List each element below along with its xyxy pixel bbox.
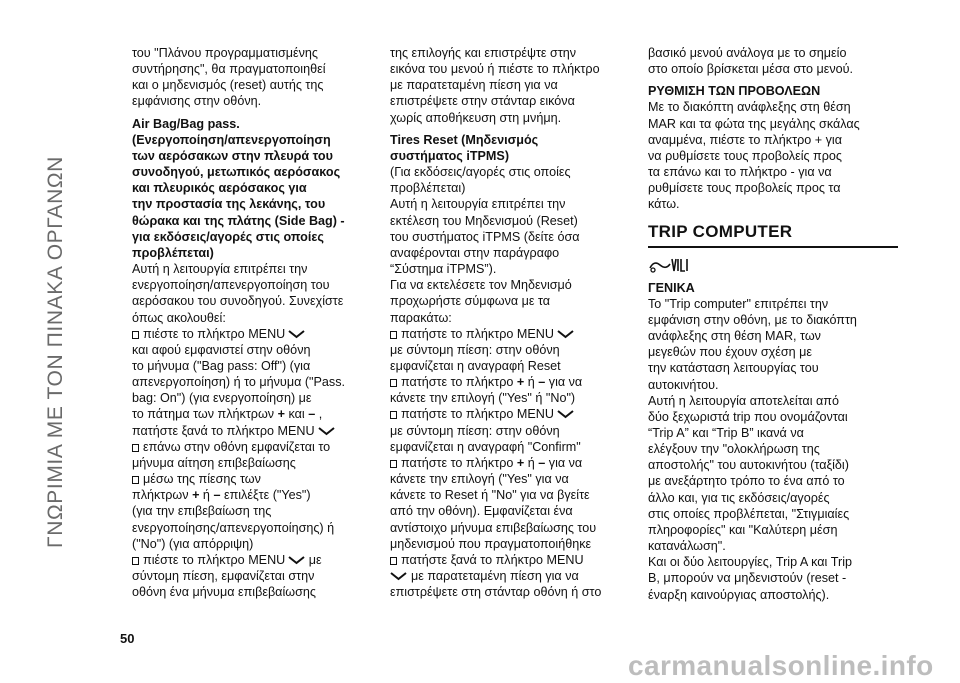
menu-button-icon: [557, 330, 574, 339]
bullet-square-icon: [390, 379, 397, 387]
bullet-square-icon: [132, 444, 139, 452]
bullet-square-icon: [390, 411, 397, 419]
trip-computer-icon: [648, 256, 898, 274]
paragraph: (Για εκδόσεις/αγορές στις οποίες προβλέπεται) Αυτή η λειτουργία επιτρέπει την εκτέλεση του Μηδενισμού (Reset) του συστήματος iTPMS (δείτε όσα αναφέρονται στην παράγραφο “Σύστημα iTPMS”). Για να εκτελέσετε τον Μηδενισμό προχωρήστε σύμφωνα με τα παρακάτω:: [390, 165, 580, 325]
bullet-square-icon: [132, 331, 139, 339]
bullet-square-icon: [132, 557, 139, 565]
bullet-square-icon: [390, 557, 397, 565]
menu-button-icon: [318, 427, 335, 436]
bullet-square-icon: [390, 331, 397, 339]
bullet-item: πατήστε ξανά το πλήκτρο MENU: [390, 552, 640, 568]
menu-button-icon: [288, 556, 305, 565]
paragraph: κάνετε την επιλογή ("Yes" ή "No"): [390, 391, 576, 406]
paragraph: με σύντομη πίεση: στην οθόνη εμφανίζεται η αναγραφή Reset: [390, 342, 561, 373]
section-heading-tires-reset: Tires Reset (Μηδενισμός συστήματος iTPMS): [390, 132, 539, 163]
page-number: 50: [120, 631, 135, 646]
paragraph: κάνετε την επιλογή ("Yes" για να κάνετε το Reset ή "No" για να βγείτε από την οθόνη). Εμφανίζεται ένα αντίστοιχο μήνυμα επιβεβαίωσης του μηδενισμού που πραγματοποιήθηκε: [390, 472, 597, 551]
column-1: [132, 45, 382, 600]
menu-button-icon: [390, 572, 407, 581]
column-2: [390, 45, 640, 600]
watermark: carmanualsonline.info: [628, 650, 934, 681]
paragraph: Με το διακόπτη ανάφλεξης στη θέση MAR και τα φώτα της μεγάλης σκάλας αναμμένα, πιέστε το πλήκτρο + για να ρυθμίσετε τους προβολείς προς τα επάνω και το πλήκτρο - για να ρυθμίσετε τους προβολείς προς τα κάτω.: [648, 100, 860, 212]
section-heading-airbag: Air Bag/Bag pass. (Ενεργοποίηση/απενεργοποίηση των αερόσακων στην πλευρά του συνοδηγού, μετωπικός αερόσακος και πλευρικός αερόσακος για την προστασία της λεκάνης, του θώρακα και της πλάτης (Side Bag) - για εκδόσεις/αγορές στις οποίες προβλέπεται): [132, 116, 345, 260]
bullet-item: πιέστε το πλήκτρο MENU με: [132, 552, 382, 568]
bullet-square-icon: [390, 460, 397, 468]
bullet-item: μέσω της πίεσης των πλήκτρων + ή – επιλέξτε ("Yes"): [132, 472, 311, 503]
subsection-heading-general: ΓΕΝΙΚΑ: [648, 280, 695, 295]
menu-button-icon: [288, 330, 305, 339]
paragraph: του "Πλάνου προγραμματισμένης συντήρησης", θα πραγματοποιηθεί και ο μηδενισμός (reset) αυτής της εμφάνισης στην οθόνη.: [132, 46, 326, 109]
paragraph: σύντομη πίεση, εμφανίζεται στην οθόνη ένα μήνυμα επιβεβαίωσης: [132, 569, 316, 600]
paragraph: με σύντομη πίεση: στην οθόνη εμφανίζεται η αναγραφή "Confirm": [390, 423, 581, 454]
paragraph: και αφού εμφανιστεί στην οθόνη το μήνυμα ("Bag pass: Off") (για απενεργοποίηση) ή το μήνυμα ("Pass. bag: On") (για ενεργοποίηση) με το πάτημα των πλήκτρων + και – , πατήστε ξανά το πλήκτρο MENU: [132, 342, 346, 438]
plus-key: +: [277, 407, 285, 422]
bullet-item: πιέστε το πλήκτρο MENU: [132, 326, 382, 342]
paragraph: της επιλογής και επιστρέψτε στην εικόνα του μενού ή πιέστε το πλήκτρο με παρατεταμένη πίεση για να επιστρέψετε στην στάνταρ εικόνα χωρίς αποθήκευση στη μνήμη.: [390, 46, 600, 125]
chapter-side-title: ΓΝΩΡΙΜΙΑ ΜΕ ΤΟΝ ΠΙΝΑΚΑ ΟΡΓΑΝΩΝ: [44, 156, 67, 548]
paragraph: (για την επιβεβαίωση της ενεργοποίησης/απενεργοποίησης) ή ("No") (για απόρριψη): [132, 504, 335, 551]
paragraph: βασικό μενού ανάλογα με το σημείο στο οποίο βρίσκεται μέσα στο μενού.: [648, 46, 854, 77]
menu-button-icon: [557, 410, 574, 419]
bullet-item: πατήστε το πλήκτρο MENU: [390, 406, 640, 422]
bullet-item: πατήστε το πλήκτρο + ή – για να: [390, 455, 640, 471]
bullet-square-icon: [132, 476, 139, 484]
minus-key: –: [308, 407, 316, 422]
column-3: [648, 45, 898, 603]
section-heading-headlights: ΡΥΘΜΙΣΗ ΤΩΝ ΠΡΟΒΟΛΕΩΝ: [648, 84, 821, 99]
trip-computer-heading: TRIP COMPUTER: [648, 222, 898, 248]
paragraph: με παρατεταμένη πίεση για να επιστρέψετε στη στάνταρ οθόνη ή στο: [390, 569, 602, 600]
paragraph: Το "Trip computer" επιτρέπει την εμφάνιση στην οθόνη, με το διακόπτη ανάφλεξης στη θέση MAR, των μεγεθών που έχουν σχέση με την κατάσταση λειτουργίας του αυτοκινήτου. Αυτή η λειτουργία αποτελείται από δύο ξεχωριστά trip που ονομάζονται “Trip A” και “Trip B” ικανά να ελέγξουν την "ολοκλήρωση της αποστολής" του αυτοκινήτου (ταξίδι) με ανεξάρτητο τρόπο το ένα από το άλλο και, για τις εκδόσεις/αγορές στις οποίες προβλέπεται, "Στιγμιαίες πληροφορίες" και "Καλύτερη μέση κατανάλωση". Και οι δύο λειτουργίες, Trip A και Trip B, μπορούν να μηδενιστούν (reset - έναρξη καινούργιας αποστολής).: [648, 296, 857, 602]
bullet-item: πατήστε το πλήκτρο MENU: [390, 326, 640, 342]
paragraph: Αυτή η λειτουργία επιτρέπει την ενεργοποίηση/απενεργοποίηση του αερόσακου του συνοδηγού. Συνεχίστε όπως ακολουθεί:: [132, 262, 344, 325]
bullet-item: πατήστε το πλήκτρο + ή – για να: [390, 374, 640, 390]
bullet-item: επάνω στην οθόνη εμφανίζεται το μήνυμα αίτηση επιβεβαίωσης: [132, 439, 331, 470]
